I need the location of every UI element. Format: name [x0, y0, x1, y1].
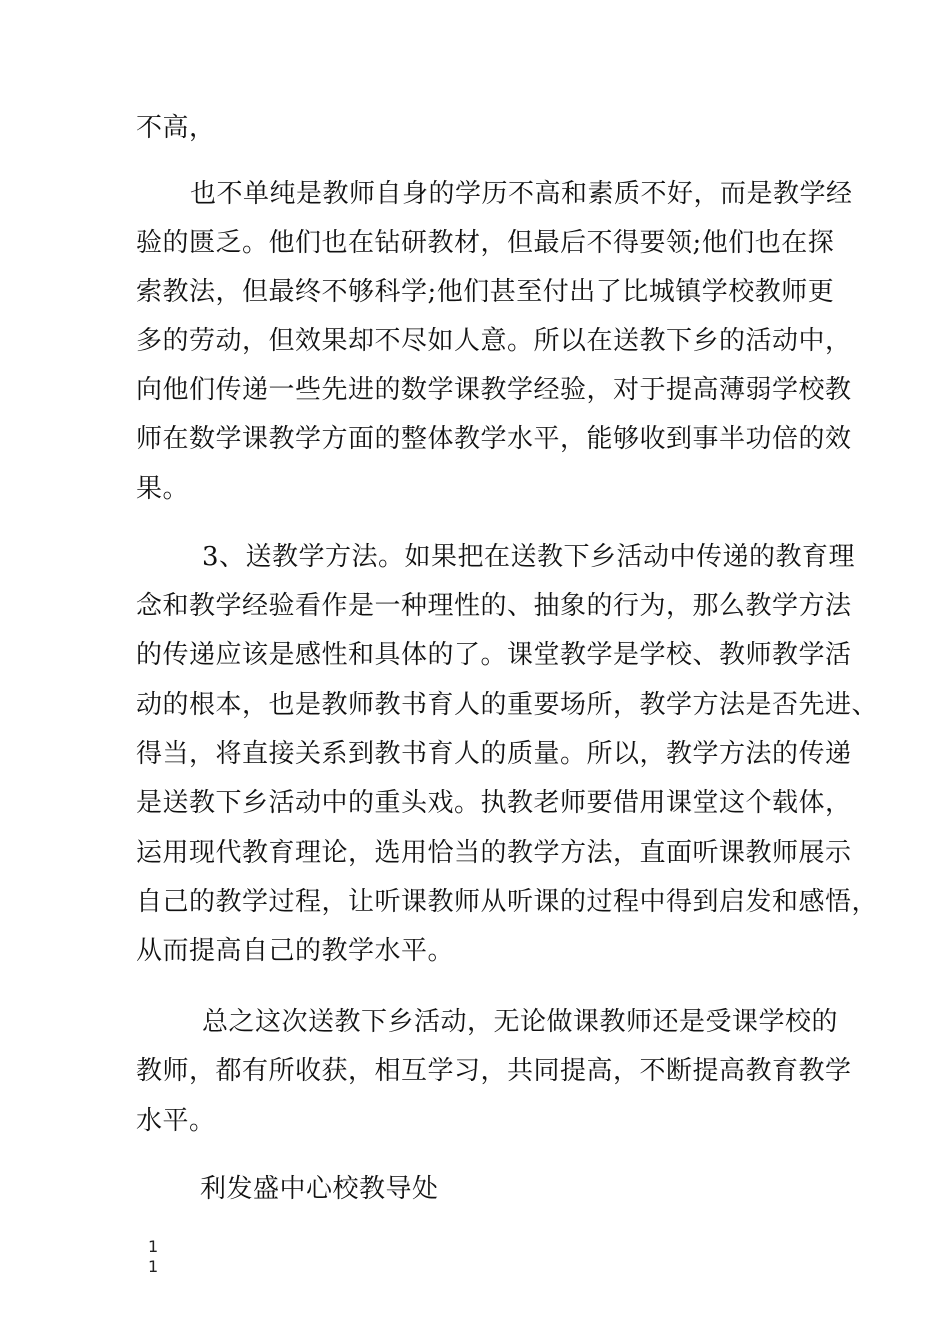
- line-11: 的传递应该是感性和具体的了。课堂教学是学校、教师教学活: [136, 640, 852, 670]
- signature-line: 利发盛中心校教导处: [200, 1174, 439, 1204]
- line-3: 验的匮乏。他们也在钻研教材，但最后不得要领;他们也在探: [136, 228, 835, 258]
- line-15: 运用现代教育理论，选用恰当的教学方法，直面听课教师展示: [136, 838, 852, 868]
- line-4: 索教法，但最终不够科学;他们甚至付出了比城镇学校教师更: [136, 277, 835, 307]
- line-20: 水平。: [136, 1106, 216, 1136]
- line-18: 总之这次送教下乡活动，无论做课教师还是受课学校的: [202, 1007, 839, 1037]
- line-8: 果。: [136, 474, 190, 504]
- line-19: 教师，都有所收获，相互学习，共同提高，不断提高教育教学: [136, 1056, 852, 1086]
- line-10: 念和教学经验看作是一种理性的、抽象的行为，那么教学方法: [136, 591, 852, 621]
- line-16: 自己的教学过程，让听课教师从听课的过程中得到启发和感悟，: [136, 887, 879, 917]
- line-7: 师在数学课教学方面的整体教学水平，能够收到事半功倍的效: [136, 424, 852, 454]
- line-5: 多的劳动，但效果却不尽如人意。所以在送教下乡的活动中，: [136, 326, 852, 356]
- line-1: 不高，: [136, 113, 216, 143]
- line-2: 也不单纯是教师自身的学历不高和素质不好，而是教学经: [190, 179, 853, 209]
- page-number-top: 1: [148, 1237, 159, 1256]
- line-14: 是送教下乡活动中的重头戏。执教老师要借用课堂这个载体，: [136, 788, 852, 818]
- line-12: 动的根本，也是教师教书育人的重要场所，教学方法是否先进、: [136, 690, 879, 720]
- line-6: 向他们传递一些先进的数学课教学经验，对于提高薄弱学校教: [136, 375, 852, 405]
- line-17: 从而提高自己的教学水平。: [136, 936, 455, 966]
- line-9: 3、送教学方法。如果把在送教下乡活动中传递的教育理: [202, 542, 856, 572]
- line-13: 得当，将直接关系到教书育人的质量。所以，教学方法的传递: [136, 739, 852, 769]
- page-number-bottom: 1: [148, 1257, 159, 1276]
